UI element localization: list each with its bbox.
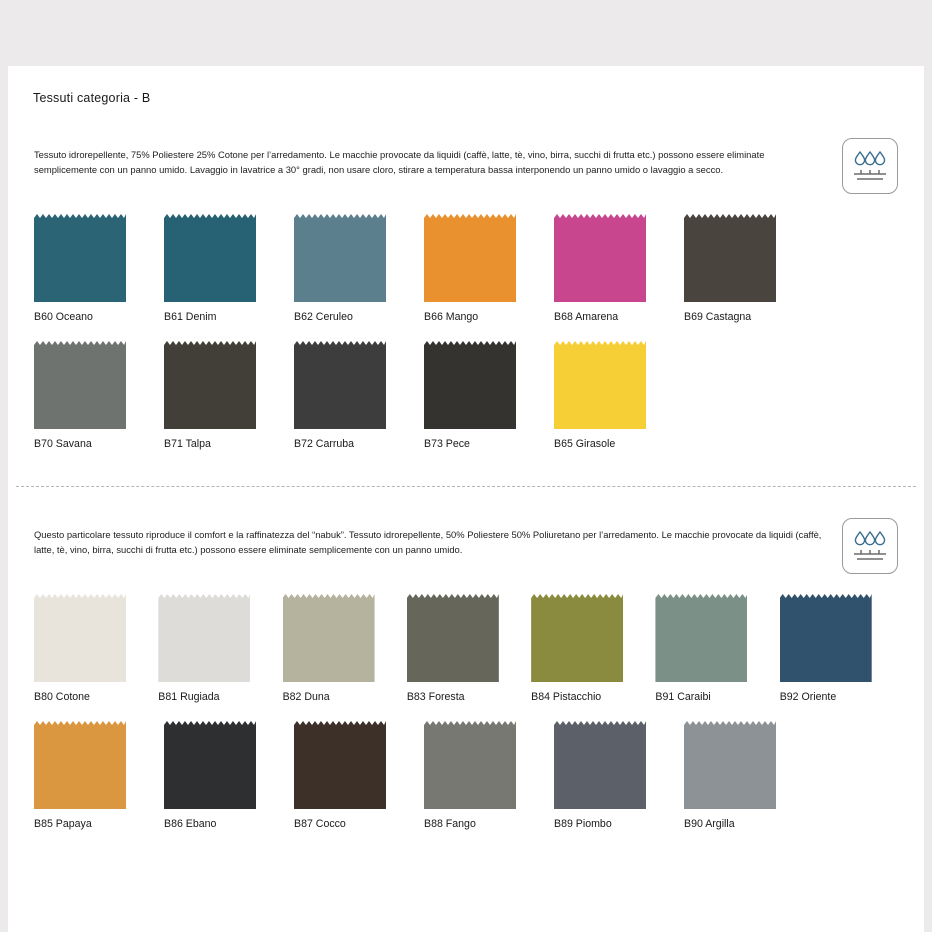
swatch-row — [34, 341, 904, 450]
swatch-item[interactable] — [424, 341, 554, 450]
swatch-label: B80 Cotone — [34, 691, 90, 703]
swatch-item[interactable] — [34, 214, 164, 323]
swatch-item[interactable] — [164, 214, 294, 323]
swatch-chip[interactable] — [164, 721, 256, 809]
swatch-label: B61 Denim — [164, 311, 217, 323]
swatch-item[interactable] — [34, 594, 158, 703]
swatch-label: B69 Castagna — [684, 311, 752, 323]
section-2-swatch-grid — [34, 594, 904, 830]
swatch-label: B84 Pistacchio — [531, 691, 602, 703]
swatch-label: B66 Mango — [424, 311, 479, 323]
swatch-label: B86 Ebano — [164, 818, 217, 830]
section-2-description: Questo particolare tessuto riproduce il comfort e la raffinatezza del “nabuk”. Tessuto idrorepellente, 50% Poliestere 50% Poliuretano per l’arredamento. Le macchie provocate da liquidi (caffè, latte, tè, vino, birra, succhi di frutta etc.) possono essere eliminate semplicemente con un panno umido. — [34, 529, 822, 555]
swatch-chip[interactable] — [294, 214, 386, 302]
swatch-item[interactable] — [554, 721, 684, 830]
swatch-item[interactable] — [780, 594, 904, 703]
swatch-chip[interactable] — [554, 341, 646, 429]
swatch-chip[interactable] — [424, 721, 516, 809]
swatch-item[interactable] — [424, 721, 554, 830]
swatch-item[interactable] — [34, 721, 164, 830]
swatch-chip[interactable] — [294, 721, 386, 809]
swatch-chip[interactable] — [164, 214, 256, 302]
fabric-catalog-page — [8, 66, 924, 932]
swatch-label: B91 Caraibi — [655, 691, 711, 703]
swatch-item[interactable] — [294, 214, 424, 323]
swatch-item[interactable] — [294, 721, 424, 830]
swatch-label: B90 Argilla — [684, 818, 735, 830]
swatch-row — [34, 214, 904, 323]
swatch-chip[interactable] — [531, 594, 623, 682]
water-repellent-icon — [842, 138, 898, 194]
swatch-label: B89 Piombo — [554, 818, 612, 830]
swatch-item[interactable] — [158, 594, 282, 703]
swatch-chip[interactable] — [283, 594, 375, 682]
swatch-chip[interactable] — [424, 214, 516, 302]
swatch-item[interactable] — [407, 594, 531, 703]
swatch-label: B92 Oriente — [779, 691, 837, 703]
swatch-label: B70 Savana — [34, 438, 92, 450]
section-1-description: Tessuto idrorepellente, 75% Poliestere 25% Cotone per l’arredamento. Le macchie provocate da liquidi (caffè, latte, tè, vino, birra, succhi di frutta etc.) possono essere eliminate semplicemente con un panno umido. Lavaggio in lavatrice a 30° gradi, non usare cloro, stirare a temperatura bassa interponendo un panno umido o lavaggio a secco. — [34, 149, 765, 175]
swatch-chip[interactable] — [34, 214, 126, 302]
swatch-chip[interactable] — [34, 341, 126, 429]
swatch-label: B62 Ceruleo — [294, 311, 353, 323]
section-1-swatch-grid — [34, 214, 904, 450]
swatch-label: B72 Carruba — [294, 438, 355, 450]
swatch-chip[interactable] — [684, 721, 776, 809]
section-divider — [16, 486, 916, 487]
swatch-item[interactable] — [164, 721, 294, 830]
swatch-label: B65 Girasole — [554, 438, 616, 450]
swatch-item[interactable] — [294, 341, 424, 450]
swatch-chip[interactable] — [655, 594, 747, 682]
swatch-label: B88 Fango — [424, 818, 476, 830]
swatch-label: B82 Duna — [282, 691, 330, 703]
swatch-item[interactable] — [554, 341, 684, 450]
swatch-item[interactable] — [684, 721, 814, 830]
swatch-label: B60 Oceano — [34, 311, 93, 323]
swatch-chip[interactable] — [294, 341, 386, 429]
swatch-item[interactable] — [684, 214, 814, 323]
swatch-label: B71 Talpa — [164, 438, 211, 450]
swatch-item[interactable] — [531, 594, 655, 703]
swatch-chip[interactable] — [34, 594, 126, 682]
swatch-label: B85 Papaya — [34, 818, 92, 830]
swatch-chip[interactable] — [424, 341, 516, 429]
swatch-label: B81 Rugiada — [158, 691, 220, 703]
swatch-item[interactable] — [655, 594, 779, 703]
swatch-chip[interactable] — [164, 341, 256, 429]
swatch-label: B73 Pece — [424, 438, 470, 450]
page-title: Tessuti categoria - B — [33, 91, 151, 105]
swatch-label: B83 Foresta — [406, 691, 465, 703]
swatch-chip[interactable] — [158, 594, 250, 682]
swatch-chip[interactable] — [407, 594, 499, 682]
swatch-chip[interactable] — [780, 594, 872, 682]
water-repellent-icon — [842, 518, 898, 574]
swatch-item[interactable] — [164, 341, 294, 450]
swatch-label: B68 Amarena — [554, 311, 619, 323]
swatch-chip[interactable] — [684, 214, 776, 302]
swatch-item[interactable] — [554, 214, 684, 323]
swatch-row — [34, 594, 904, 703]
swatch-item[interactable] — [424, 214, 554, 323]
swatch-chip[interactable] — [554, 214, 646, 302]
swatch-label: B87 Cocco — [294, 818, 346, 830]
swatch-item[interactable] — [283, 594, 407, 703]
swatch-item[interactable] — [34, 341, 164, 450]
swatch-row — [34, 721, 904, 830]
swatch-chip[interactable] — [34, 721, 126, 809]
swatch-chip[interactable] — [554, 721, 646, 809]
